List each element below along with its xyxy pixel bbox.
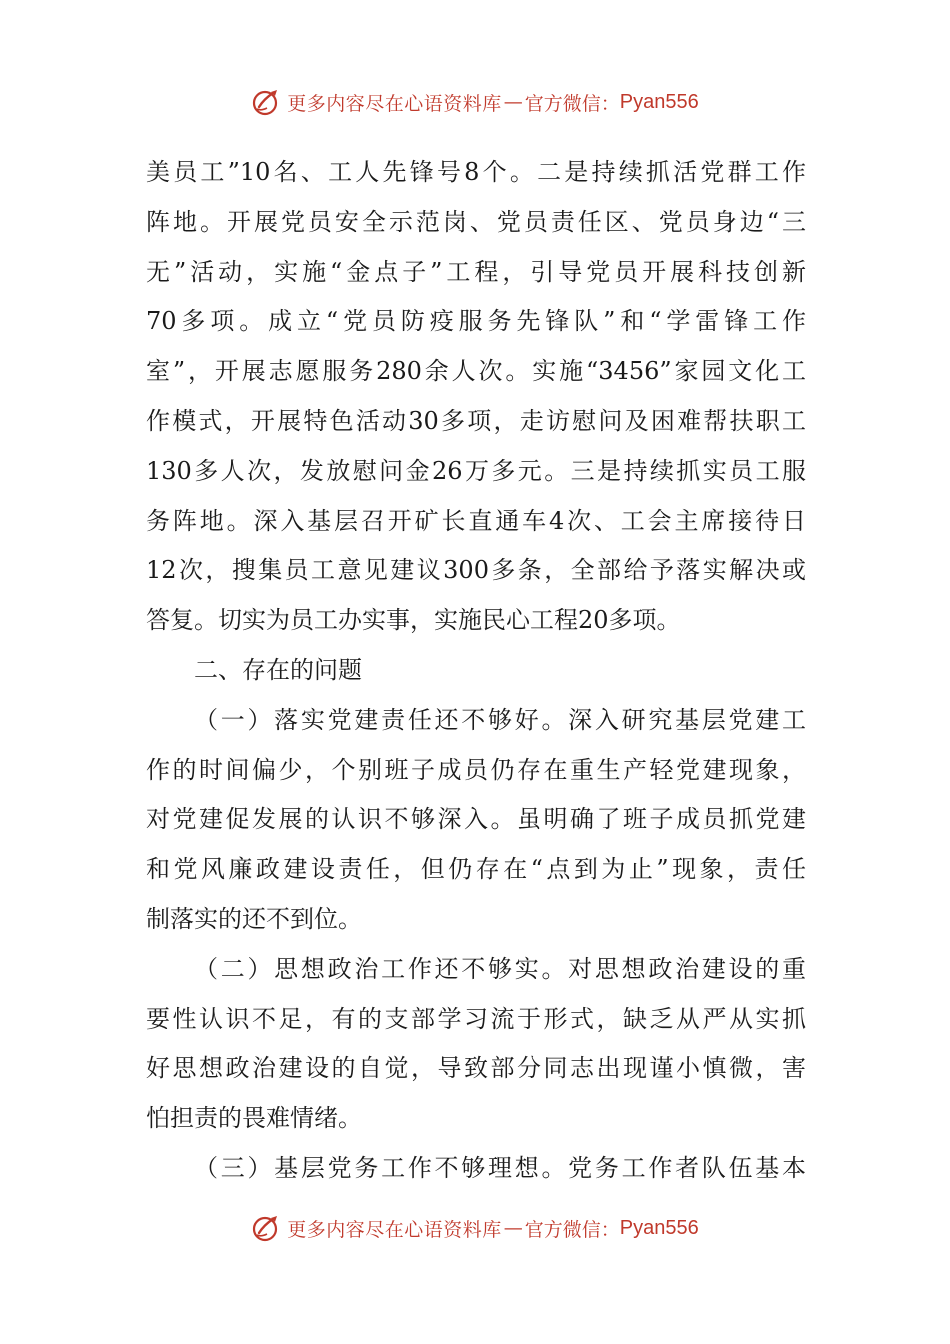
body-line: 12次，搜集员工意见建议300多条，全部给予落实解决或 bbox=[146, 556, 806, 585]
body-line: 阵地。开展党员安全示范岗、党员责任区、党员身边“三 bbox=[146, 207, 806, 236]
body-line: 美员工”10名、工人先锋号8个。二是持续抓活党群工作 bbox=[146, 158, 806, 186]
body-line: （一）落实党建责任还不够好。深入研究基层党建工 bbox=[194, 705, 806, 734]
body-line: 怕担责的畏难情绪。 bbox=[146, 1104, 362, 1133]
body-line: 作模式，开展特色活动30多项，走访慰问及困难帮扶职工 bbox=[146, 406, 806, 435]
body-line: 作的时间偏少，个别班子成员仍存在重生产轻党建现象， bbox=[146, 755, 806, 784]
body-line: 务阵地。深入基层召开矿长直通车4次、工会主席接待日 bbox=[146, 506, 806, 535]
footer-watermark-banner bbox=[0, 1208, 950, 1248]
body-line: 答复。切实为员工办实事，实施民心工程20多项。 bbox=[146, 606, 681, 635]
banner-dash: — bbox=[503, 91, 523, 113]
body-line: 对党建促发展的认识不够深入。虽明确了班子成员抓党建 bbox=[146, 805, 806, 834]
pen-swirl-logo-icon bbox=[251, 87, 281, 117]
body-line: 和党风廉政建设责任，但仍存在“点到为止”现象，责任 bbox=[146, 855, 806, 884]
body-line: 70多项。成立“党员防疫服务先锋队”和“学雷锋工作 bbox=[146, 307, 806, 336]
body-line: （三）基层党务工作不够理想。党务工作者队伍基本 bbox=[194, 1153, 806, 1182]
body-line: 130多人次，发放慰问金26万多元。三是持续抓实员工服 bbox=[146, 456, 806, 485]
banner-handle: Pyan556 bbox=[619, 90, 699, 113]
body-line: （二）思想政治工作还不够实。对思想政治建设的重 bbox=[194, 954, 806, 983]
banner-wechat-label: 官方微信： bbox=[524, 1218, 620, 1241]
banner-text: 更多内容尽在心语资料库 bbox=[287, 92, 502, 115]
body-line: 制落实的还不到位。 bbox=[146, 904, 362, 933]
pen-swirl-logo-icon bbox=[251, 1213, 281, 1243]
banner-handle: Pyan556 bbox=[619, 1216, 699, 1239]
body-line: 无”活动，实施“金点子”工程，引导党员开展科技创新 bbox=[146, 257, 806, 286]
banner-text: 更多内容尽在心语资料库 bbox=[287, 1218, 502, 1241]
banner-dash: — bbox=[503, 1217, 523, 1239]
body-line: 室”，开展志愿服务280余人次。实施“3456”家园文化工 bbox=[146, 357, 806, 386]
document-body bbox=[146, 148, 806, 1194]
header-watermark-banner bbox=[0, 82, 950, 122]
banner-wechat-label: 官方微信： bbox=[524, 92, 620, 115]
body-line: 要性认识不足，有的支部学习流于形式，缺乏从严从实抓 bbox=[146, 1004, 806, 1033]
section-heading: 二、存在的问题 bbox=[194, 655, 362, 684]
body-line: 好思想政治建设的自觉，导致部分同志出现谨小慎微，害 bbox=[146, 1054, 806, 1083]
